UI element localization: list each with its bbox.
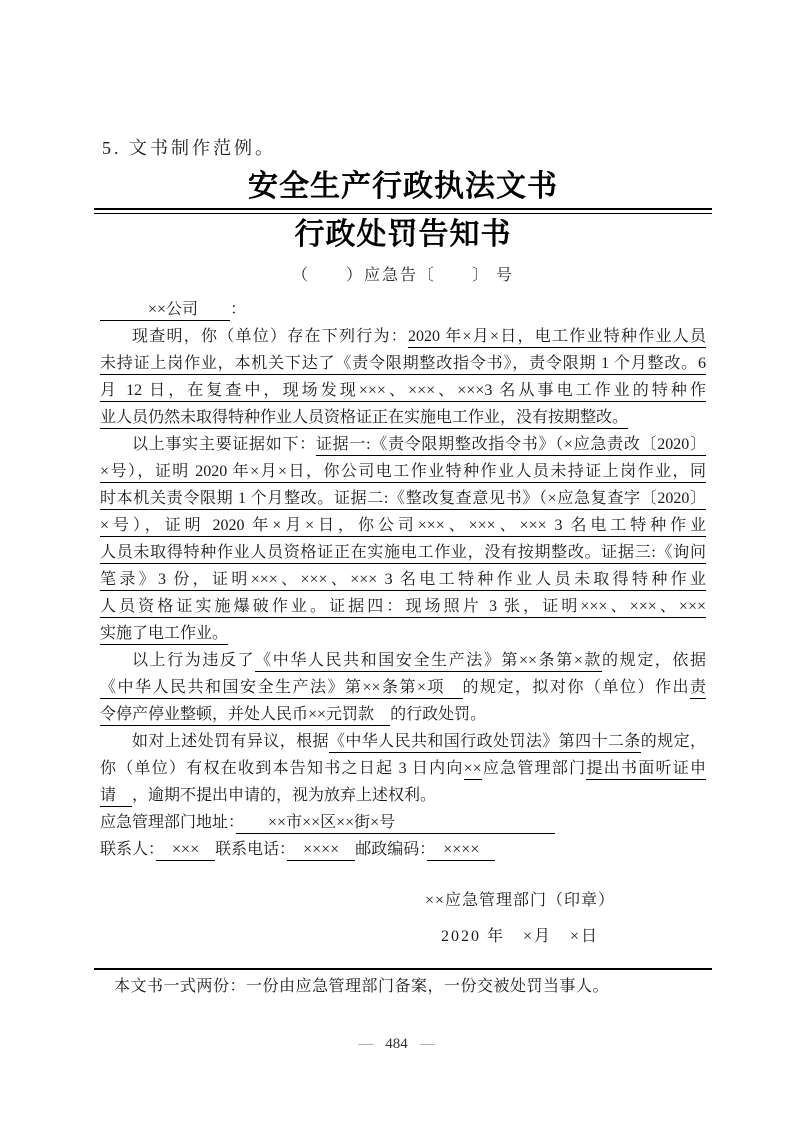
underlined-fill-in-text: ×× [464,760,482,780]
page-number [0,1036,793,1053]
body-line [100,296,706,323]
signature-block [412,887,628,950]
body-text: 以上行为违反了 [132,652,256,669]
underlined-fill-in-text: 业人员仍然未取得特种作业人员资格证正在实施电工作业，没有按期整改。 [100,409,628,429]
underlined-fill-in-text: ×号），证明 2020 年×月×日，你公司电工作业特种作业人员未持证上岗作业，同 [100,463,706,483]
body-text: ： [230,301,247,318]
body-text: 的规定，依据 [602,652,706,669]
page-number-left-dash: — [358,1036,374,1052]
underlined-fill-in-text: ××公司 [100,301,230,321]
underlined-fill-in-text: 月 12 日，在复查中，现场发现×××、×××、×××3 名从事电工作业的特种作 [100,382,706,402]
underlined-fill-in-text: 笔录》3 份，证明×××、×××、××× 3 名电工特种作业人员未取得特种作业 [100,571,706,591]
underlined-fill-in-text: 人员资格证实施爆破作业。证据四：现场照片 3 张，证明×××、×××、××× [100,598,706,618]
underlined-fill-in-text: 提出书面听证申 [586,760,706,780]
body-text: 现查明，你（单位）存在下列行为： [132,328,408,345]
body-line [100,431,706,458]
body-line [100,485,706,512]
body-line [100,593,706,620]
underlined-fill-in-text: 责 [690,679,706,699]
body-line [100,755,706,782]
underlined-fill-in-text: ×号），证明 2020 年×月×日，你公司×××、×××、××× 3 名电工特种作业 [100,517,706,537]
body-line [100,512,706,539]
underlined-fill-in-text: 实施了电工作业。 [100,625,228,645]
body-text: 应急管理部门 [481,760,587,777]
body-text: 应急管理部门地址： [100,814,237,831]
body-line [100,674,706,701]
underlined-fill-in-text: 2020 年×月×日，电工作业特种作业人员 [408,328,706,348]
body-text: 如对上述处罚有异议，根据 [132,733,329,750]
page-number-value: 484 [385,1036,408,1052]
document-set-title: 安全生产行政执法文书 [248,170,558,203]
body-text: 联系电话： [215,841,288,858]
body-line [100,836,706,863]
body-text: 联系人： [100,841,157,858]
underlined-fill-in-text: 《中华人民共和国安全生产法》第××条第×项 [100,679,463,699]
document-number: （ ）应急告〔 〕 号 [291,267,514,284]
underlined-fill-in-text: 《中华人民共和国行政处罚法》第四十二条 [329,733,641,753]
underlined-fill-in-text: ××× [156,841,215,861]
document-body [100,296,706,863]
underlined-fill-in-text: 人员未取得特种作业人员资格证正在实施电工作业，没有按期整改。证据三:《询问 [100,544,706,564]
body-text: 的规定，拟对你（单位）作出 [462,679,690,696]
body-line [100,539,706,566]
document-title: 行政处罚告知书 [294,218,512,251]
body-line [100,566,706,593]
underlined-fill-in-text: 《中华人民共和国安全生产法》第××条第×款 [255,652,602,672]
body-line [100,350,706,377]
body-line [100,458,706,485]
body-text: 的行政处罚。 [390,706,487,723]
body-line [100,323,706,350]
signature-authority: ××应急管理部门（印章） [424,892,616,909]
signature-date: 2020 年 ×月 ×日 [440,928,600,945]
body-text: 邮政编码： [355,841,428,858]
footer-note: 本文书一式两份：一份由应急管理部门备案，一份交被处罚当事人。 [114,978,610,995]
underlined-fill-in-text: 证据一:《责令限期整改指令书》（×应急责改〔2020〕 [316,436,706,456]
body-line [100,701,706,728]
section-heading: 5. 文书制作范例。 [102,138,276,158]
underlined-fill-in-text: 令停产停业整顿，并处人民币××元罚款 [100,706,390,726]
body-line [100,809,706,836]
underlined-fill-in-text: 时本机关责令限期 1 个月整改。证据二:《整改复查意见书》（×应急复查字〔2020〕 [100,490,706,510]
body-text: ，逾期不提出申请的，视为放弃上述权利。 [132,787,437,804]
body-text: 的规定， [640,733,706,750]
body-line [100,647,706,674]
underlined-fill-in-text: ×××× [427,841,495,861]
underlined-fill-in-text: 请 [100,787,132,807]
double-rule-divider [94,208,712,214]
underlined-fill-in-text: ×××× [287,841,355,861]
body-text: 以上事实主要证据如下： [132,436,316,453]
body-line [100,728,706,755]
body-line [100,620,706,647]
body-line [100,782,706,809]
underlined-fill-in-text: ××市××区××街×号 [236,814,555,834]
body-line [100,377,706,404]
page-number-right-dash: — [419,1036,435,1052]
underlined-fill-in-text: 未持证上岗作业，本机关下达了《责令限期整改指令书》，责令限期 1 个月整改。6 [100,355,706,375]
body-line [100,404,706,431]
body-text: 你（单位）有权在收到本告知书之日起 3 日内向 [100,760,464,777]
